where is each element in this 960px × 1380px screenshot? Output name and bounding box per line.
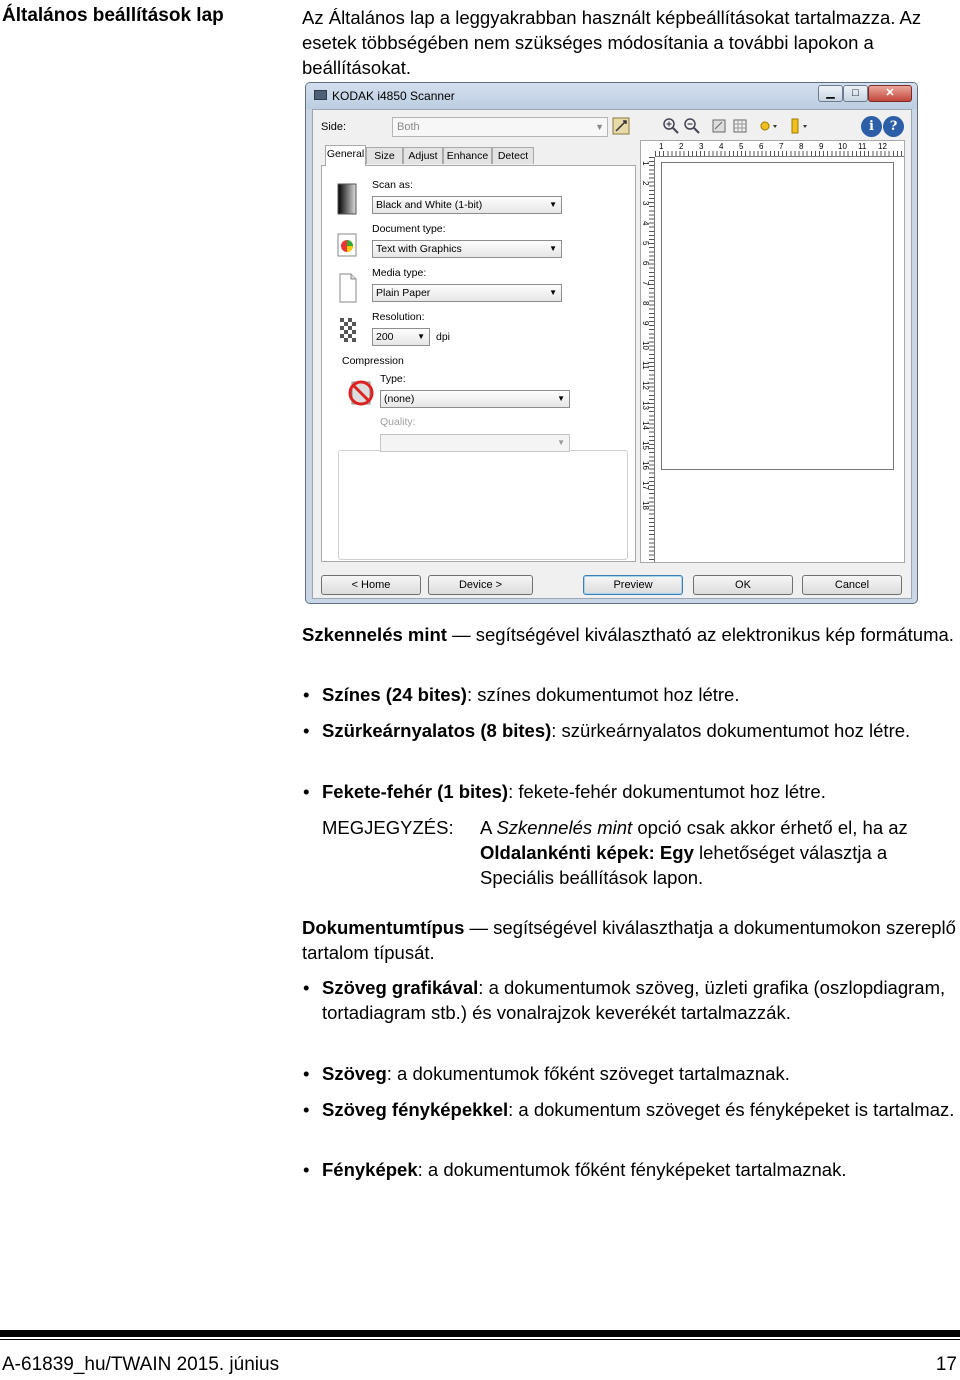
vertical-ruler [641, 157, 655, 563]
media-type-label: Media type: [372, 267, 427, 279]
ruler-v-label: 11 [641, 361, 650, 370]
ruler-h-label: 4 [719, 142, 724, 151]
scan-as-paragraph [302, 622, 957, 647]
preview-page-outline [661, 162, 894, 470]
compression-group [338, 450, 628, 560]
doctype-term: Dokumentumtípus [302, 917, 465, 938]
bullet-term: Szöveg fényképekkel [322, 1099, 509, 1120]
compression-type-label: Type: [380, 373, 406, 385]
ruler-v-label: 5 [641, 241, 650, 246]
bullet-term: Szürkeárnyalatos (8 bites) [322, 720, 552, 741]
media-type-icon [338, 273, 358, 306]
bullet-desc: : a dokumentumok szöveg, üzleti grafika (oszlopdiagram, tortadiagram stb.) és vonalrajzok keverékét tartalmazzák. [322, 977, 946, 1023]
cancel-button[interactable]: Cancel [802, 575, 902, 595]
bullet-desc: : fekete-fehér dokumentumot hoz létre. [508, 781, 826, 802]
bullet-term: Fényképek [322, 1159, 418, 1180]
no-compression-icon [346, 378, 376, 411]
info-icon[interactable]: i [861, 116, 882, 137]
horizontal-ruler [655, 141, 905, 157]
zoom-out-icon[interactable] [682, 117, 702, 137]
ruler-h-label: 1 [659, 142, 664, 151]
ruler-v-label: 2 [641, 181, 650, 186]
help-icon[interactable]: ? [883, 116, 904, 137]
chevron-down-icon: ▼ [557, 438, 565, 447]
ruler-v-label: 1 [641, 161, 650, 166]
tab-general[interactable]: General [325, 145, 366, 166]
tab-detect[interactable]: Detect [492, 147, 534, 164]
ruler-h-label: 8 [799, 142, 804, 151]
tab-enhance[interactable]: Enhance [443, 147, 492, 164]
ruler-v-label: 17 [641, 481, 650, 490]
maximize-button[interactable]: □ [843, 85, 868, 102]
settings-icon[interactable] [611, 117, 631, 137]
media-type-value: Plain Paper [376, 287, 431, 299]
compression-type-value: (none) [384, 393, 415, 405]
list-item [302, 1061, 957, 1086]
minimize-button[interactable]: ▁ [818, 85, 843, 102]
document-type-dropdown[interactable] [372, 240, 562, 258]
document-type-value: Text with Graphics [376, 243, 462, 255]
ruler-v-label: 3 [641, 201, 650, 206]
ruler-h-label: 6 [759, 142, 764, 151]
scan-as-term: Szkennelés mint [302, 624, 447, 645]
scanner-app-icon [314, 90, 327, 100]
ruler-v-label: 14 [641, 421, 650, 430]
bullet-term: Szöveg [322, 1063, 387, 1084]
chevron-down-icon: ▼ [417, 332, 425, 341]
ok-button[interactable]: OK [693, 575, 793, 595]
doctype-desc: — segítségével kiválaszthatja a dokumentumokon szereplő tartalom típusát. [302, 917, 956, 963]
media-type-dropdown[interactable] [372, 284, 562, 302]
grid-icon[interactable] [730, 117, 750, 137]
scanner-dialog-screenshot [305, 82, 918, 604]
close-button[interactable]: ✕ [868, 85, 912, 102]
ruler-icon[interactable] [789, 117, 809, 137]
general-tab-panel [321, 165, 636, 562]
bullet-dot: • [303, 781, 310, 802]
ruler-v-label: 8 [641, 301, 650, 306]
page-number: 17 [935, 1354, 957, 1375]
scan-as-desc: — segítségével kiválasztható az elektronikus kép formátuma. [446, 624, 954, 645]
bullet-dot: • [303, 1063, 310, 1084]
bullet-desc: : színes dokumentumot hoz létre. [466, 684, 740, 705]
section-title: Általános beállítások lap [2, 5, 224, 26]
bullet-desc: : szürkeárnyalatos dokumentumot hoz létre. [551, 720, 911, 741]
bullet-dot: • [303, 1159, 310, 1180]
tab-adjust[interactable]: Adjust [403, 147, 443, 164]
compression-label: Compression [342, 355, 404, 367]
list-item [302, 682, 957, 707]
note-part2: opció csak akkor érhető el, ha az [632, 817, 908, 838]
ruler-h-label: 11 [858, 142, 867, 151]
side-select[interactable] [392, 117, 608, 137]
zoom-in-icon[interactable] [661, 117, 681, 137]
resolution-icon [338, 316, 360, 347]
side-select-value: Both [397, 121, 420, 133]
bullet-desc: : a dokumentumok főként szöveget tartalmaznak. [386, 1063, 790, 1084]
quality-label: Quality: [380, 416, 416, 428]
compression-type-dropdown[interactable] [380, 390, 570, 408]
document-type-label: Document type: [372, 223, 446, 235]
scan-as-label: Scan as: [372, 179, 413, 191]
window-titlebar [306, 83, 917, 109]
device-button[interactable]: Device > [428, 575, 533, 595]
ruler-v-label: 18 [641, 501, 650, 510]
brightness-icon[interactable] [757, 117, 777, 137]
footer-doc-id: A-61839_hu/TWAIN 2015. június [2, 1354, 280, 1375]
dialog-client-area [312, 109, 912, 599]
list-item [302, 1097, 957, 1122]
ruler-v-label: 9 [641, 321, 650, 326]
home-button[interactable]: < Home [321, 575, 421, 595]
window-title: KODAK i4850 Scanner [332, 89, 455, 103]
ruler-h-label: 5 [739, 142, 744, 151]
chevron-down-icon: ▼ [549, 200, 557, 209]
bullet-term: Fekete-fehér (1 bites) [322, 781, 509, 802]
bullet-desc: : a dokumentum szöveget és fényképeket is tartalmaz. [508, 1099, 955, 1120]
intro-paragraph: Az Általános lap a leggyakrabban használt képbeállításokat tartalmazza. Az esetek többségében nem szükséges módosítania a további lapokon a beállításokat. [302, 7, 922, 78]
ruler-v-label: 4 [641, 221, 650, 226]
ruler-v-label: 16 [641, 461, 650, 470]
ruler-h-label: 10 [838, 142, 847, 151]
chevron-down-icon: ▼ [549, 244, 557, 253]
resolution-label: Resolution: [372, 311, 425, 323]
scan-as-value: Black and White (1-bit) [376, 199, 483, 211]
resolution-value: 200 [376, 331, 394, 343]
preview-button[interactable]: Preview [583, 575, 683, 595]
note-body [480, 815, 958, 890]
note-part1: A [480, 817, 497, 838]
preview-area[interactable] [640, 140, 905, 563]
note-label: MEGJEGYZÉS: [322, 817, 454, 838]
list-item [302, 975, 957, 1025]
bullet-dot: • [303, 1099, 310, 1120]
ruler-h-label: 2 [679, 142, 684, 151]
ruler-v-label: 13 [641, 401, 650, 410]
document-type-icon [336, 232, 360, 261]
ruler-v-label: 6 [641, 261, 650, 266]
list-item [302, 718, 957, 743]
rotate-icon[interactable] [709, 117, 729, 137]
ruler-v-label: 10 [641, 341, 650, 350]
ruler-h-label: 9 [819, 142, 824, 151]
resolution-dropdown[interactable] [372, 328, 430, 346]
doctype-paragraph [302, 915, 957, 965]
bullet-term: Szöveg grafikával [322, 977, 479, 998]
bullet-dot: • [303, 720, 310, 741]
ruler-h-label: 12 [878, 142, 887, 151]
note-bold: Oldalankénti képek: Egy [480, 842, 694, 863]
bullet-dot: • [303, 977, 310, 998]
note-italic: Szkennelés mint [496, 817, 633, 838]
list-item [302, 1157, 957, 1182]
bullet-term: Színes (24 bites) [322, 684, 467, 705]
note-part3: lehetőséget választja a Speciális beállítások lapon. [480, 842, 888, 888]
tab-size[interactable]: Size [366, 147, 403, 164]
chevron-down-icon: ▼ [549, 288, 557, 297]
list-item [302, 779, 957, 804]
ruler-v-label: 12 [641, 381, 650, 390]
scan-as-dropdown[interactable] [372, 196, 562, 214]
footer-rule-thin [0, 1339, 960, 1340]
bullet-desc: : a dokumentumok főként fényképeket tartalmaznak. [417, 1159, 847, 1180]
scan-as-icon [336, 183, 358, 218]
ruler-h-label: 7 [779, 142, 784, 151]
bullet-dot: • [303, 684, 310, 705]
ruler-h-label: 3 [699, 142, 704, 151]
ruler-v-label: 7 [641, 281, 650, 286]
resolution-unit: dpi [436, 331, 451, 343]
footer-rule [0, 1330, 960, 1337]
chevron-down-icon: ▼ [557, 394, 565, 403]
side-label: Side: [321, 121, 347, 133]
quality-dropdown[interactable] [380, 434, 570, 452]
ruler-v-label: 15 [641, 441, 650, 450]
chevron-down-icon: ▼ [595, 122, 604, 132]
